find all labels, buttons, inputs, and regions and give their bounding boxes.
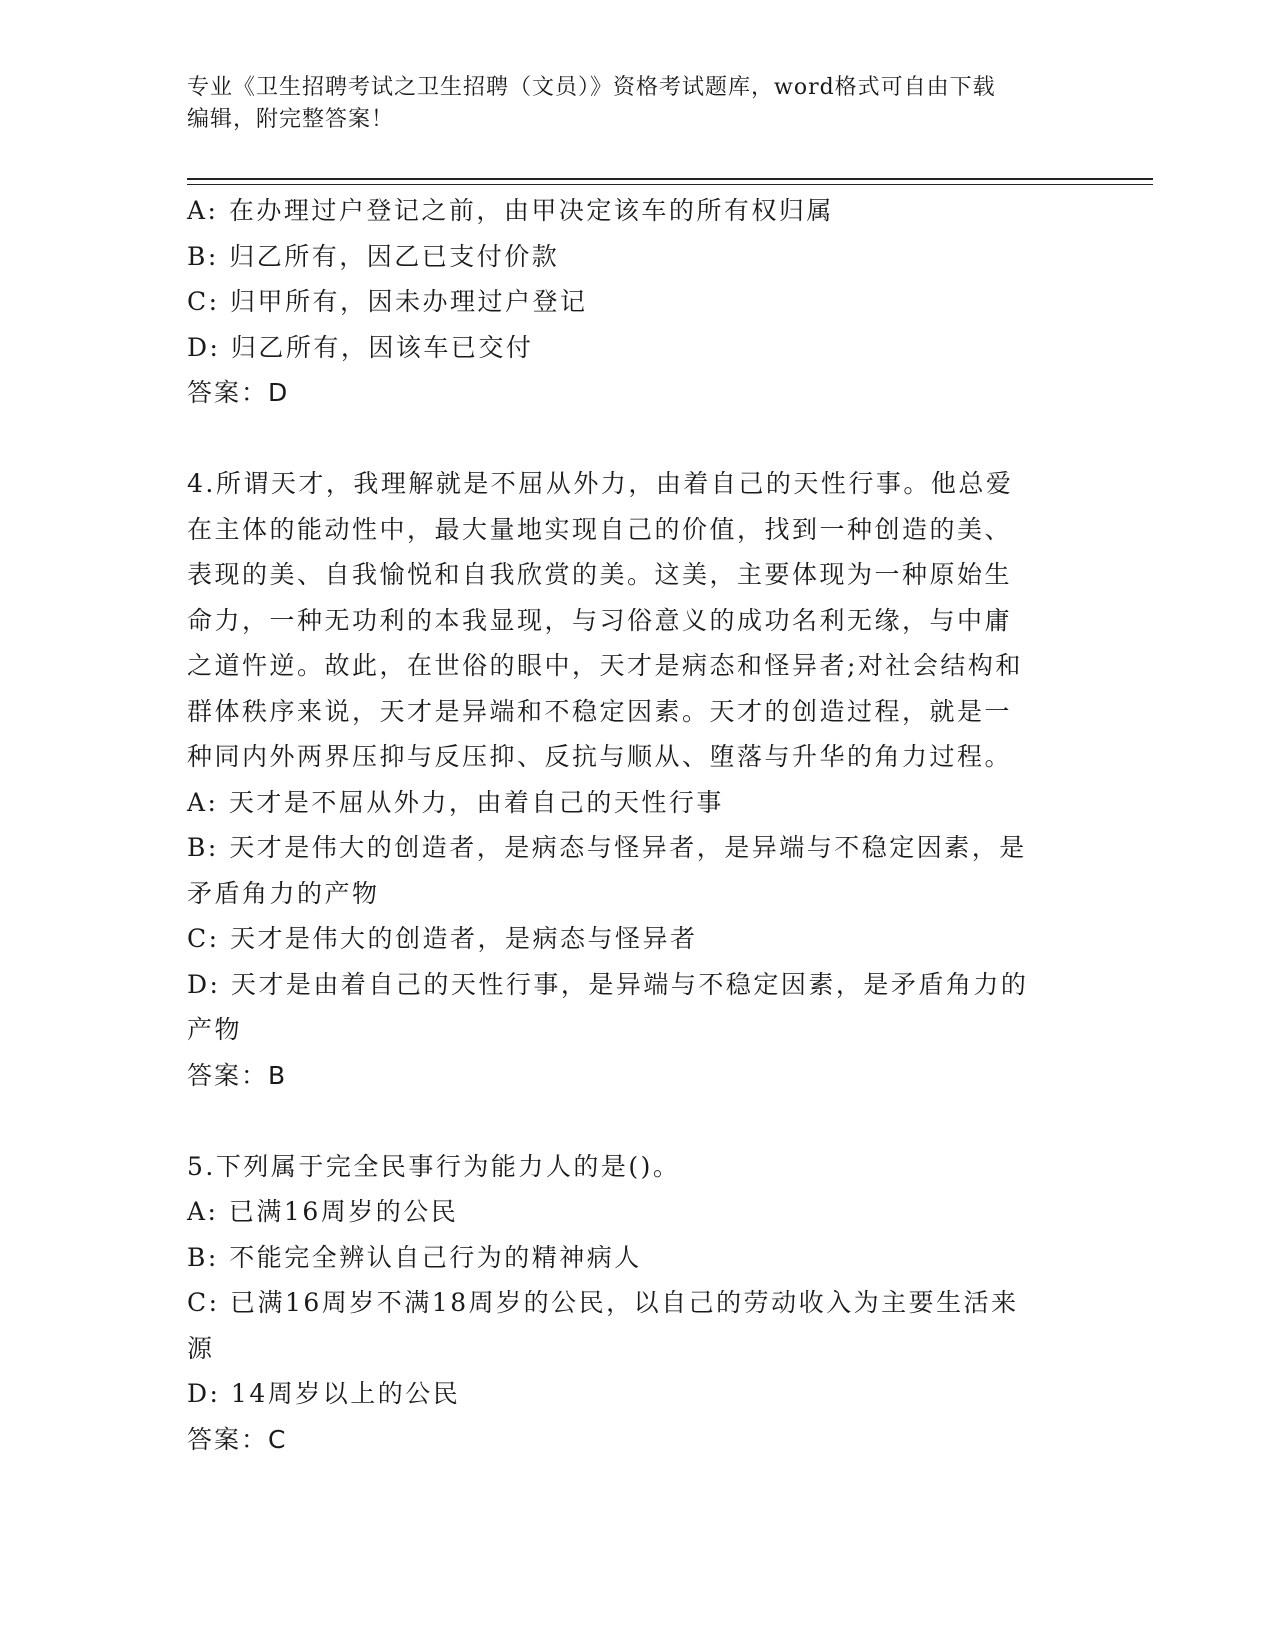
q3-option-a: A: 在办理过户登记之前，由甲决定该车的所有权归属 bbox=[187, 196, 834, 225]
q3-option-b: B: 归乙所有，因乙已支付价款 bbox=[187, 241, 560, 271]
q4-option-a: A: 天才是不屈从外力，由着自己的天性行事 bbox=[187, 787, 724, 817]
spacer bbox=[187, 1098, 1087, 1144]
q5-option-b: B: 不能完全辨认自己行为的精神病人 bbox=[187, 1242, 642, 1272]
q4-stem-line: 4.所谓天才，我理解就是不屈从外力，由着自己的天性行事。他总爱 bbox=[187, 469, 1014, 498]
q4-option-d: D: 天才是由着自己的天性行事，是异端与不稳定因素，是矛盾角力的 bbox=[187, 969, 1029, 999]
header-line-2: 编辑，附完整答案！ bbox=[187, 107, 395, 132]
q5-option-a: A: 已满16周岁的公民 bbox=[187, 1197, 459, 1226]
q4-stem-line: 群体秩序来说，天才是异端和不稳定因素。天才的创造过程，就是一 bbox=[187, 696, 1013, 726]
q4-option-d-continued: 产物 bbox=[187, 1015, 243, 1044]
q4-stem-line: 表现的美、自我愉悦和自我欣赏的美。这美，主要体现为一种原始生 bbox=[187, 560, 1013, 589]
q5-option-c-continued: 源 bbox=[187, 1333, 215, 1363]
document-header bbox=[187, 72, 1087, 136]
spacer bbox=[187, 416, 1087, 462]
question-5 bbox=[187, 1144, 1087, 1463]
header-line-1: 专业《卫生招聘考试之卫生招聘（文员）》资格考试题库，word格式可自由下载 bbox=[187, 75, 996, 100]
q4-stem-line: 在主体的能动性中，最大量地实现自己的价值，找到一种创造的美、 bbox=[187, 514, 1013, 544]
q4-answer: 答案：B bbox=[187, 1060, 288, 1090]
q5-option-c: C: 已满16周岁不满18周岁的公民，以自己的劳动收入为主要生活来 bbox=[187, 1288, 1019, 1317]
q4-stem-line: 种同内外两界压抑与反压抑、反抗与顺从、堕落与升华的角力过程。 bbox=[187, 742, 1013, 771]
q4-stem-line: 命力，一种无功利的本我显现，与习俗意义的成功名利无缘，与中庸 bbox=[187, 605, 1013, 635]
q5-stem: 5.下列属于完全民事行为能力人的是()。 bbox=[187, 1151, 681, 1181]
header-rule-thick bbox=[187, 178, 1153, 180]
question-4 bbox=[187, 461, 1087, 1098]
question-3-options bbox=[187, 188, 1087, 416]
header-rule-thin bbox=[187, 184, 1153, 185]
q5-answer: 答案：C bbox=[187, 1424, 288, 1454]
q3-option-d: D: 归乙所有，因该车已交付 bbox=[187, 332, 534, 362]
q4-option-b: B: 天才是伟大的创造者，是病态与怪异者，是异端与不稳定因素，是 bbox=[187, 833, 1027, 862]
q4-option-b-continued: 矛盾角力的产物 bbox=[187, 878, 380, 908]
q5-option-d: D: 14周岁以上的公民 bbox=[187, 1379, 461, 1408]
q4-option-c: C: 天才是伟大的创造者，是病态与怪异者 bbox=[187, 924, 698, 953]
q3-answer: 答案：D bbox=[187, 378, 290, 407]
q4-stem-line: 之道忤逆。故此，在世俗的眼中，天才是病态和怪异者;对社会结构和 bbox=[187, 651, 1023, 680]
question-content bbox=[187, 188, 1087, 1462]
q3-option-c: C: 归甲所有，因未办理过户登记 bbox=[187, 287, 588, 316]
